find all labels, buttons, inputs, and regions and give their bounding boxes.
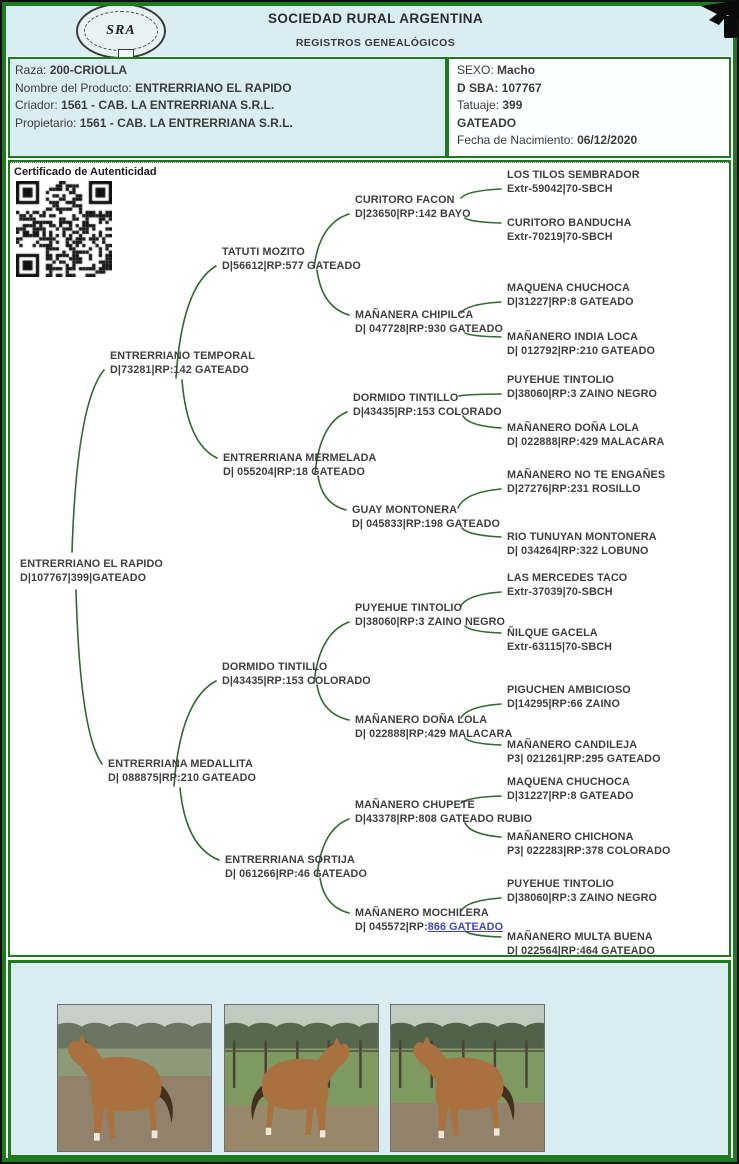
horse-name: MAÑANERO NO TE ENGAÑES: [507, 469, 666, 481]
pedigree-node: [507, 739, 661, 767]
info-row: [457, 97, 729, 115]
registration-text: D|23650|RP:142 BAYO: [355, 207, 471, 220]
pedigree-node: [507, 776, 634, 804]
horse-name: MAÑANERO CHUPETE: [355, 799, 475, 811]
pedigree-node: [507, 572, 627, 600]
horse-registration: [507, 296, 634, 310]
horse-name: RIO TUNUYAN MONTONERA: [507, 531, 657, 543]
horse-photo-3: [390, 1004, 545, 1152]
pedigree-node: [507, 169, 640, 197]
horse-name: ÑILQUE GACELA: [507, 627, 598, 639]
horse-registration: [222, 260, 361, 274]
pedigree-node: [507, 331, 655, 359]
horse-registration: [110, 364, 255, 378]
registration-text: D| 061266|RP:46 GATEADO: [225, 867, 367, 880]
info-value: 200-CRIOLLA: [46, 63, 128, 77]
registration-text: D| 088875|RP:210 GATEADO: [108, 771, 257, 784]
pedigree-node: [355, 907, 503, 935]
info-label: Fecha de Nacimiento:: [457, 133, 574, 147]
horse-registration: [225, 868, 367, 882]
info-label: Criador:: [15, 98, 58, 112]
horse-name: MAÑANERO MULTA BUENA: [507, 931, 653, 943]
info-label: Propietario:: [15, 115, 77, 130]
horse-registration: [20, 572, 163, 586]
registration-text: Extr-37039|70-SBCH: [507, 585, 613, 598]
registration-text: D|43435|RP:153 COLORADO: [222, 674, 371, 687]
pedigree-node: [225, 854, 367, 882]
registration-text: D|31227|RP:8 GATEADO: [507, 789, 634, 802]
info-row: [457, 132, 729, 150]
registration-text: D|38060|RP:3 ZAINO NEGRO: [507, 891, 658, 904]
horse-registration: [108, 772, 256, 786]
pedigree-node: [507, 282, 634, 310]
horse-name: GUAY MONTONERA: [352, 504, 457, 516]
registration-text: D|27276|RP:231 ROSILLO: [507, 482, 641, 495]
info-value: 1561 - CAB. LA ENTRERRIANA S.R.L.: [57, 98, 275, 112]
horse-name: CURITORO FACON: [355, 194, 455, 206]
registration-text: D|43378|RP:808 GATEADO RUBIO: [355, 812, 533, 825]
registration-text: D| 022888|RP:429 MALACARA: [355, 727, 513, 740]
pedigree-node: [355, 799, 532, 827]
registration-link[interactable]: 866 GATEADO: [427, 920, 504, 933]
registry-subtitle: REGISTROS GENEALÓGICOS: [295, 37, 456, 49]
pedigree-top-rule: [10, 162, 729, 163]
horse-registration: [507, 586, 627, 600]
registration-text: D| 055204|RP:18 GATEADO: [223, 465, 365, 478]
horse-registration: [507, 183, 640, 197]
info-value: 399: [499, 98, 523, 112]
info-row: [457, 80, 729, 98]
horse-name: MAÑANERO CANDILEJA: [507, 739, 638, 751]
registration-text: D| 022564|RP:464 GATEADO: [507, 944, 656, 957]
registration-text: D|73281|RP:142 GATEADO: [110, 363, 249, 376]
horse-registration: [507, 698, 631, 712]
registration-text: D|43435|RP:153 COLORADO: [353, 405, 502, 418]
registration-text: D| 047728|RP:930 GATEADO: [355, 322, 504, 335]
org-title: SOCIEDAD RURAL ARGENTINA: [267, 11, 484, 26]
horse-name: DORMIDO TINTILLO: [353, 392, 459, 404]
horse-registration: [222, 675, 371, 689]
registration-text: D| 012792|RP:210 GATEADO: [507, 344, 656, 357]
horse-registration: [507, 892, 657, 906]
pedigree-node: [223, 452, 376, 480]
horse-name: MAÑANERO CHICHONA: [507, 831, 634, 843]
horse-name: MAÑANERO DOÑA LOLA: [355, 714, 488, 726]
header-band: [6, 6, 733, 56]
horse-name: ENTRERRIANO TEMPORAL: [110, 350, 255, 362]
pedigree-node: [507, 878, 657, 906]
horse-name: ENTRERRIANA MERMELADA: [223, 452, 377, 464]
info-label: D SBA:: [457, 80, 499, 95]
registration-text: Extr-59042|70-SBCH: [507, 182, 613, 195]
pedigree-node: [507, 931, 655, 959]
info-value: Macho: [493, 63, 536, 77]
registration-text: Extr-63115|70-SBCH: [507, 640, 613, 653]
info-row: [457, 62, 729, 80]
horse-registration: [507, 945, 655, 959]
horse-registration: [352, 518, 500, 532]
seal-text: SRA: [106, 23, 136, 38]
registration-text: D| 034264|RP:322 LOBUNO: [507, 544, 649, 557]
horse-registration: [355, 616, 505, 630]
pedigree-node: [108, 758, 256, 786]
registration-info-panel: [447, 57, 731, 158]
cursor-artifact: [697, 0, 739, 40]
horse-registration: [355, 921, 503, 935]
pedigree-node: [507, 422, 664, 450]
registration-text: D| 022888|RP:429 MALACARA: [507, 435, 665, 448]
pedigree-node: [507, 684, 631, 712]
info-value: 1561 - CAB. LA ENTRERRIANA S.R.L.: [76, 115, 293, 130]
pedigree-node: [507, 627, 612, 655]
info-label: Nombre del Producto:: [15, 80, 132, 95]
registration-text: P3| 022283|RP:378 COLORADO: [507, 844, 671, 857]
horse-name: MAÑANERO MOCHILERA: [355, 907, 489, 919]
horse-name: MAQUENA CHUCHOCA: [507, 282, 630, 294]
info-row: [15, 62, 445, 80]
horse-registration: [223, 466, 376, 480]
registration-text: D|56612|RP:577 GATEADO: [222, 259, 361, 272]
info-value: 107767: [498, 80, 542, 95]
registration-text: D|38060|RP:3 ZAINO NEGRO: [355, 615, 506, 628]
pedigree-node: [222, 246, 361, 274]
horse-name: MAÑANERA CHIPILCA: [355, 309, 474, 321]
pedigree-node: [355, 714, 512, 742]
horse-registration: [507, 388, 657, 402]
horse-name: PUYEHUE TINTOLIO: [355, 602, 462, 614]
horse-name: PUYEHUE TINTOLIO: [507, 374, 614, 386]
horse-registration: [355, 728, 512, 742]
horse-name: TATUTI MOZITO: [222, 246, 305, 258]
horse-registration: [507, 231, 631, 245]
info-value: 06/12/2020: [573, 133, 638, 147]
registration-text: D| 045833|RP:198 GATEADO: [352, 517, 501, 530]
pedigree-node: [507, 531, 657, 559]
registration-text: D|107767|399|GATEADO: [20, 571, 147, 584]
pedigree-node: [507, 469, 665, 497]
horse-registration: [355, 323, 503, 337]
horse-name: PUYEHUE TINTOLIO: [507, 878, 614, 890]
horse-registration: [507, 753, 661, 767]
pedigree-node: [355, 194, 471, 222]
horse-name: ENTRERRIANA MEDALLITA: [108, 758, 253, 770]
registration-text: D|31227|RP:8 GATEADO: [507, 295, 634, 308]
info-label: Raza:: [15, 63, 47, 77]
pedigree-node: [110, 350, 255, 378]
horse-registration: [507, 641, 612, 655]
info-row: [15, 80, 445, 98]
info-label: Tatuaje:: [457, 98, 500, 112]
info-row: [15, 97, 445, 115]
horse-name: DORMIDO TINTILLO: [222, 661, 328, 673]
pedigree-node: [353, 392, 502, 420]
horse-registration: [507, 483, 665, 497]
horse-registration: [507, 436, 664, 450]
horse-registration: [507, 845, 670, 859]
pedigree-node: [507, 374, 657, 402]
info-row: [15, 115, 445, 133]
product-info-panel: [8, 57, 447, 158]
info-row: [457, 115, 729, 133]
pedigree-node: [507, 831, 670, 859]
horse-name: MAÑANERO DOÑA LOLA: [507, 422, 640, 434]
horse-name: PIGUCHEN AMBICIOSO: [507, 684, 631, 696]
certificate-label: Certificado de Autenticidad: [14, 166, 157, 178]
horse-registration: [355, 208, 471, 222]
pedigree-node: [20, 558, 163, 586]
horse-registration: [353, 406, 502, 420]
horse-photo-1: [57, 1004, 212, 1152]
horse-name: MAQUENA CHUCHOCA: [507, 776, 630, 788]
info-label: SEXO:: [457, 63, 494, 77]
horse-name: LAS MERCEDES TACO: [507, 572, 628, 584]
horse-registration: [355, 813, 532, 827]
horse-registration: [507, 545, 657, 559]
horse-name: ENTRERRIANA SORTIJA: [225, 854, 355, 866]
horse-name: LOS TILOS SEMBRADOR: [507, 169, 640, 181]
horse-name: ENTRERRIANO EL RAPIDO: [20, 558, 163, 570]
horse-registration: [507, 345, 655, 359]
registration-text: Extr-70219|70-SBCH: [507, 230, 613, 243]
registration-text: P3| 021261|RP:295 GATEADO: [507, 752, 661, 765]
pedigree-node: [222, 661, 371, 689]
pedigree-node: [352, 504, 500, 532]
info-value: GATEADO: [457, 115, 517, 130]
registration-text: D|14295|RP:66 ZAINO: [507, 697, 620, 710]
pedigree-node: [507, 217, 631, 245]
horse-registration: [507, 790, 634, 804]
registration-text: D|38060|RP:3 ZAINO NEGRO: [507, 387, 658, 400]
horse-name: CURITORO BANDUCHA: [507, 217, 632, 229]
horse-photo-2: [224, 1004, 379, 1152]
pedigree-node: [355, 602, 505, 630]
pedigree-node: [355, 309, 503, 337]
horse-name: MAÑANERO INDIA LOCA: [507, 331, 639, 343]
qr-code: [16, 181, 112, 277]
info-value: ENTRERRIANO EL RAPIDO: [131, 80, 292, 95]
registration-text: D| 045572|RP:: [355, 920, 428, 933]
